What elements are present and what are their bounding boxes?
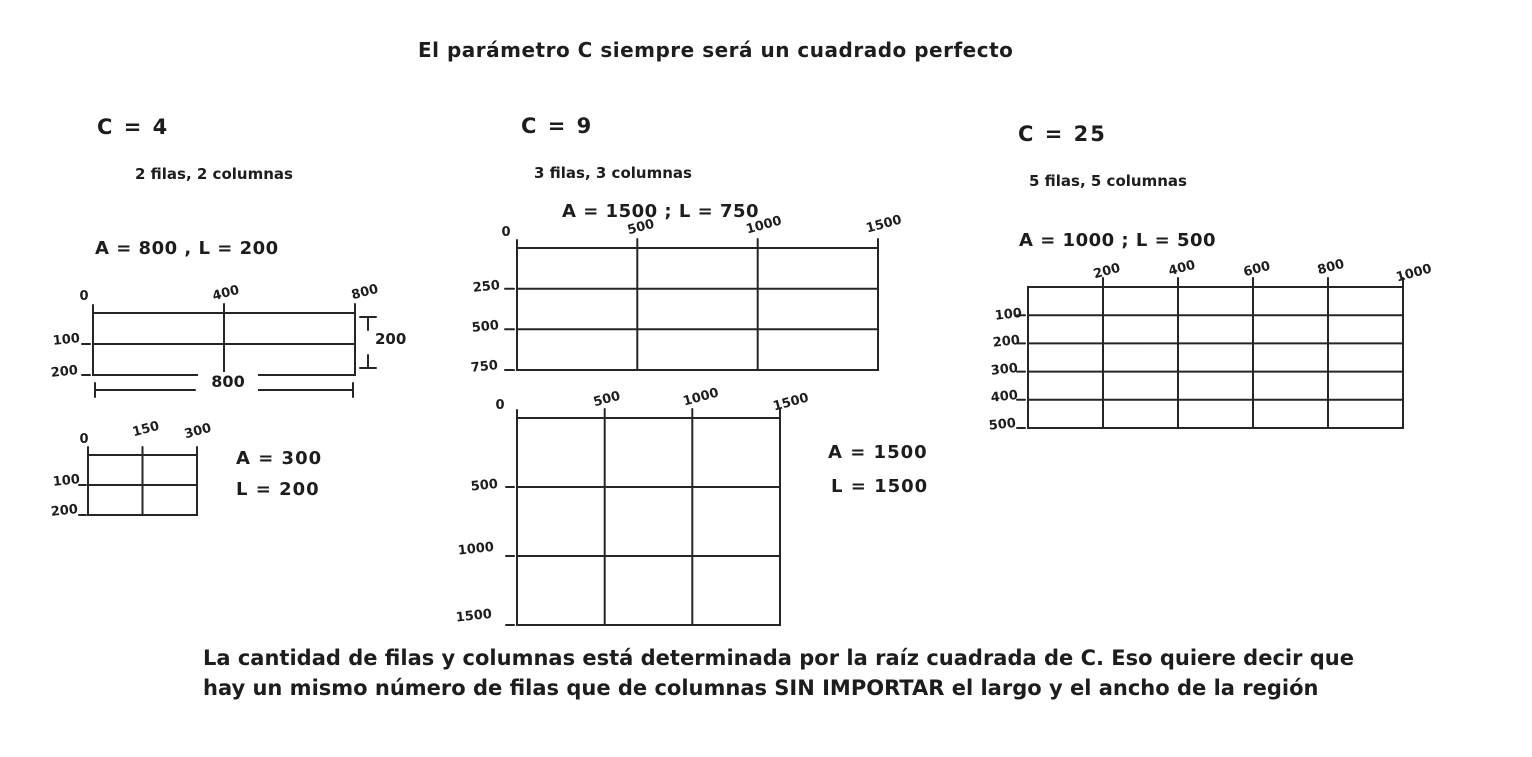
x-tick-label: 800 [1315, 256, 1347, 279]
c9-grid2-lines [517, 418, 780, 625]
y-tick-label: 500 [470, 476, 499, 495]
c9-grid1-ticks [505, 239, 878, 370]
x-tick-label: 400 [1166, 257, 1198, 280]
y-tick-label: 100 [994, 305, 1023, 324]
c4-grid1-lines [93, 313, 355, 375]
length-label: L = 200 [236, 479, 320, 500]
y-tick-label: 200 [50, 363, 79, 381]
footer-line-1: La cantidad de filas y columnas está determinada por la raíz cuadrada de C. Eso quiere decir que [203, 646, 1355, 670]
c25-grid-drawing [1028, 287, 1403, 428]
page-title: El parámetro C siempre será un cuadrado perfecto [418, 38, 1014, 62]
panel-c9-params: A = 1500 ; L = 750 [562, 201, 760, 222]
length-label: L = 1500 [831, 476, 929, 497]
c4-grid1-ticks [82, 304, 355, 375]
y-tick-label: 1500 [455, 606, 493, 626]
x-tick-label: 300 [182, 420, 214, 443]
x-tick-label: 500 [591, 388, 623, 411]
c4-grid1-drawing [93, 313, 355, 375]
c25-grid-ticks [1017, 278, 1403, 428]
c4-grid2-lines [88, 455, 197, 515]
panel-c25-heading: C = 25 [1018, 122, 1107, 146]
y-tick-label: 100 [52, 472, 81, 490]
x-tick-label: 1000 [681, 385, 721, 410]
y-tick-label: 250 [472, 278, 501, 296]
x-tick-label: 400 [210, 282, 242, 305]
x-tick-label: 0 [79, 289, 89, 304]
panel-c9-subtitle: 3 filas, 3 columnas [534, 164, 692, 182]
y-tick-label: 200 [992, 332, 1021, 351]
x-tick-label: 1500 [771, 390, 811, 415]
y-tick-label: 750 [470, 358, 499, 376]
panel-c25-subtitle: 5 filas, 5 columnas [1029, 172, 1187, 190]
x-tick-label: 500 [625, 216, 657, 239]
panel-c4-params: A = 800 , L = 200 [95, 238, 279, 259]
c9-grid2-drawing [517, 418, 780, 625]
y-tick-label: 500 [471, 318, 500, 336]
y-tick-label: 400 [990, 387, 1019, 406]
x-tick-label: 1000 [1394, 261, 1434, 286]
x-tick-label: 200 [1091, 260, 1123, 283]
panel-c9-heading: C = 9 [521, 114, 594, 138]
panel-c25-params: A = 1000 ; L = 500 [1019, 230, 1217, 251]
x-tick-label: 1500 [864, 212, 904, 237]
c9-grid2-ticks [506, 409, 780, 625]
c4-grid2-ticks [79, 447, 197, 515]
x-tick-label: 600 [1241, 258, 1273, 281]
x-tick-label: 0 [501, 225, 511, 240]
x-tick-label: 150 [130, 418, 162, 441]
footer-line-2: hay un mismo número de filas que de columnas SIN IMPORTAR el largo y el ancho de la región [203, 676, 1319, 700]
area-label: A = 300 [236, 448, 323, 469]
width-dimension-label: 800 [198, 372, 258, 391]
x-tick-label: 0 [79, 432, 89, 447]
height-dimension-label: 200 [372, 330, 409, 348]
c9-grid1-drawing [517, 248, 878, 370]
y-tick-label: 1000 [457, 539, 495, 559]
panel-c4-heading: C = 4 [97, 115, 170, 139]
y-tick-label: 200 [50, 502, 79, 520]
panel-c4-subtitle: 2 filas, 2 columnas [135, 165, 293, 183]
x-tick-label: 0 [495, 398, 505, 413]
c9-grid1-lines [517, 248, 878, 370]
y-tick-label: 300 [990, 360, 1019, 379]
c25-grid-lines [1028, 287, 1403, 428]
y-tick-label: 100 [52, 331, 81, 349]
c4-grid2-drawing [88, 455, 197, 515]
x-tick-label: 1000 [744, 213, 784, 238]
area-label: A = 1500 [828, 442, 928, 463]
y-tick-label: 500 [988, 415, 1017, 434]
x-tick-label: 800 [349, 281, 381, 304]
